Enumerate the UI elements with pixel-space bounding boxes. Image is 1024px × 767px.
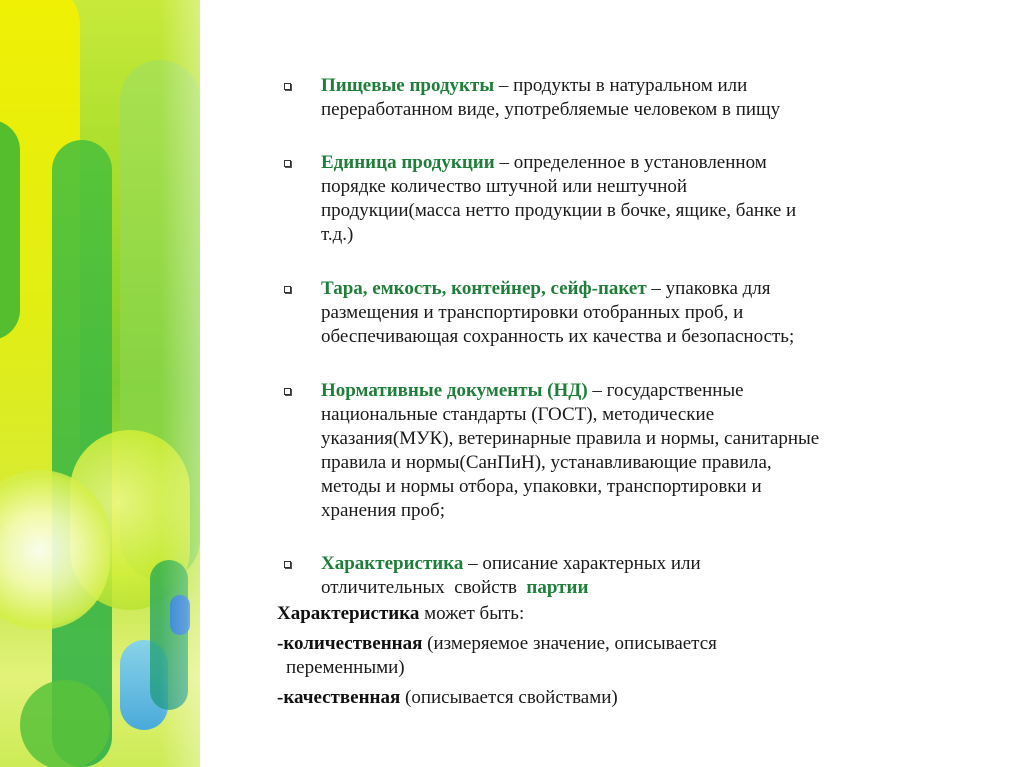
summary-text: может быть: — [419, 603, 525, 624]
definition-text: т.д.) — [321, 224, 354, 245]
term: Тара, емкость, контейнер, сейф-пакет — [321, 278, 647, 299]
definition-text: размещения и транспортировки отобранных проб, и — [321, 302, 744, 323]
square-bullet-icon — [284, 561, 291, 568]
definition-text: указания(МУК), ветеринарные правила и нормы, санитарные — [321, 428, 820, 449]
summary-heading: -количественная — [277, 633, 423, 654]
summary-text: переменными) — [286, 657, 405, 678]
definition-text: национальные стандарты (ГОСТ), методические — [321, 404, 715, 425]
term: Характеристика — [321, 553, 464, 574]
definition-text: методы и нормы отбора, упаковки, транспортировки и — [321, 476, 762, 497]
summary-heading: Характеристика — [277, 603, 420, 624]
list-item — [280, 74, 960, 122]
summary-heading: -качественная — [277, 687, 401, 708]
square-bullet-icon — [284, 286, 291, 293]
decor-shape — [0, 120, 20, 340]
definition-text: – государственные — [587, 380, 744, 401]
definition-text: – продукты в натуральном или — [494, 75, 748, 96]
definition-text: – упаковка для — [646, 278, 771, 299]
summary-text: (описывается свойствами) — [400, 687, 618, 708]
square-bullet-icon — [284, 388, 291, 395]
term: Единица продукции — [321, 152, 495, 173]
definition-text: – описание характерных или — [463, 553, 701, 574]
term: Пищевые продукты — [321, 75, 495, 96]
definition-text: продукции(масса нетто продукции в бочке, ящике, банке и — [321, 200, 797, 221]
slide-content — [277, 74, 960, 710]
list-item — [280, 379, 960, 523]
summary-block — [277, 602, 960, 710]
summary-text: (измеряемое значение, описывается — [422, 633, 717, 654]
definition-text: обеспечивающая сохранность их качества и безопасность; — [321, 326, 795, 347]
square-bullet-icon — [284, 83, 291, 90]
definition-text: порядке количество штучной или нештучной — [321, 176, 688, 197]
definition-text: переработанном виде, употребляемые человеком в пищу — [321, 99, 781, 120]
square-bullet-icon — [284, 160, 291, 167]
decor-shape — [20, 680, 110, 767]
term: Нормативные документы (НД) — [321, 380, 588, 401]
list-item — [280, 552, 960, 600]
list-item — [280, 151, 960, 247]
term: партии — [526, 577, 589, 598]
decorative-background-art — [0, 0, 200, 767]
definition-text: хранения проб; — [321, 500, 445, 521]
list-item — [280, 277, 960, 349]
decor-shape — [160, 0, 200, 767]
definition-text: – определенное в установленном — [494, 152, 767, 173]
definition-text: отличительных свойств — [321, 577, 527, 598]
definition-text: правила и нормы(СанПиН), устанавливающие правила, — [321, 452, 772, 473]
